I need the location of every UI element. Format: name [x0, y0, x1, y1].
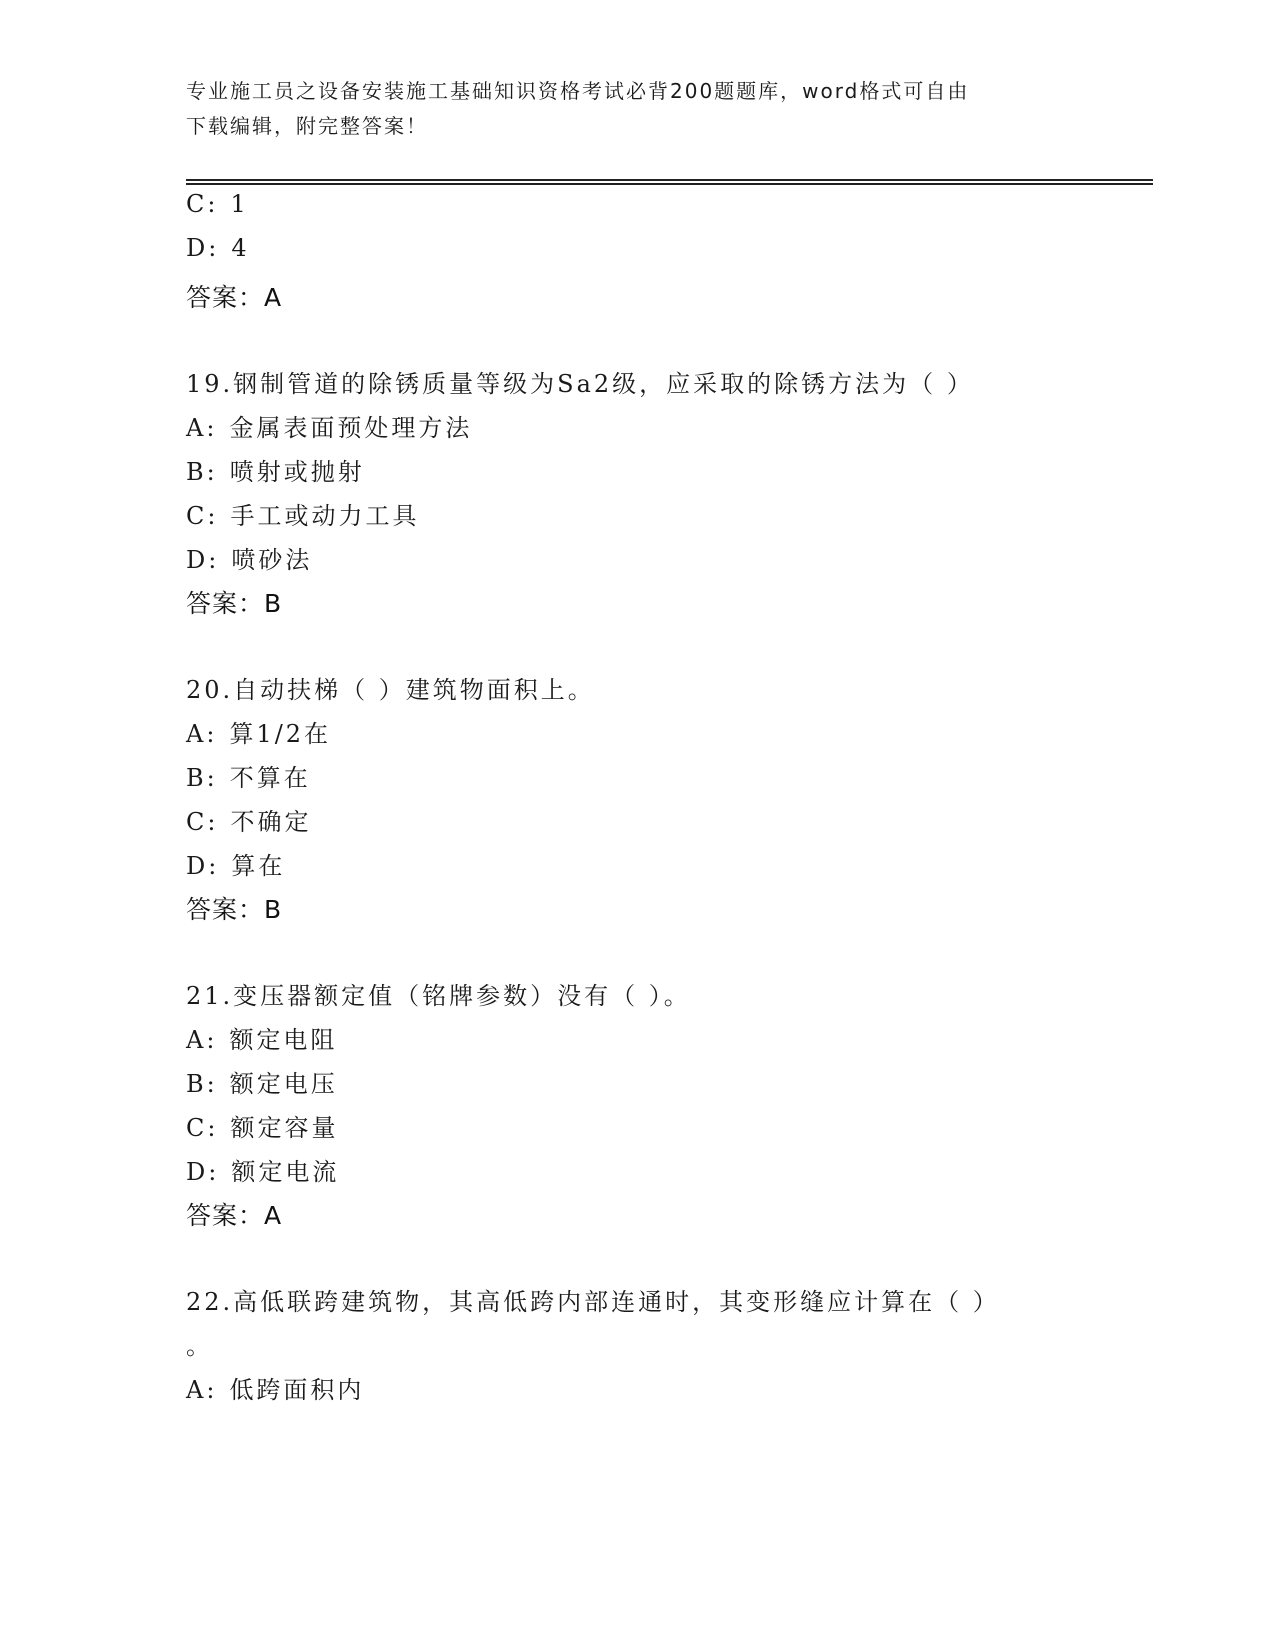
- option-text: 喷砂法: [231, 546, 313, 574]
- option-text: 4: [231, 234, 250, 262]
- option-d: D: 算在: [186, 852, 286, 880]
- question-stem-continuation: 。: [186, 1332, 213, 1360]
- option-text: 低跨面积内: [229, 1376, 365, 1404]
- option-d: D: 喷砂法: [186, 546, 313, 574]
- question-stem: 21.变压器额定值（铭牌参数）没有（ ）。: [186, 982, 691, 1010]
- option-a: A: 金属表面预处理方法: [186, 414, 473, 442]
- option-c: C: 1: [186, 190, 249, 218]
- answer-line: 答案：B: [186, 895, 283, 924]
- answer-line: 答案：A: [186, 283, 283, 312]
- option-text: 算1/2在: [229, 720, 332, 748]
- answer-line: 答案：B: [186, 589, 283, 618]
- option-d: D: 4: [186, 234, 250, 262]
- option-text: 额定电压: [229, 1070, 338, 1098]
- option-text: 额定电流: [231, 1158, 340, 1186]
- option-a: A: 额定电阻: [186, 1026, 338, 1054]
- option-b: B: 喷射或抛射: [186, 458, 365, 486]
- option-b: B: 额定电压: [186, 1070, 338, 1098]
- option-c: C: 不确定: [186, 808, 312, 836]
- header-rule-top: [186, 179, 1153, 181]
- option-d: D: 额定电流: [186, 1158, 340, 1186]
- option-a: A: 算1/2在: [186, 720, 332, 748]
- header-line-1: 专业施工员之设备安装施工基础知识资格考试必背200题题库，word格式可自由: [186, 79, 970, 103]
- document-header: [186, 74, 1086, 144]
- question-stem: 20.自动扶梯（ ）建筑物面积上。: [186, 676, 595, 704]
- option-a: A: 低跨面积内: [186, 1376, 365, 1404]
- option-text: 不算在: [229, 764, 311, 792]
- option-text: 不确定: [230, 808, 312, 836]
- answer-line: 答案：A: [186, 1201, 283, 1230]
- question-stem: 19.钢制管道的除锈质量等级为Sa2级，应采取的除锈方法为（ ）: [186, 370, 974, 398]
- option-text: 算在: [231, 852, 286, 880]
- option-text: 额定容量: [230, 1114, 339, 1142]
- option-text: 金属表面预处理方法: [229, 414, 473, 442]
- option-text: 额定电阻: [229, 1026, 338, 1054]
- question-stem: 22.高低联跨建筑物，其高低跨内部连通时，其变形缝应计算在（ ）: [186, 1288, 1000, 1316]
- option-text: 喷射或抛射: [229, 458, 365, 486]
- header-rule-bottom: [186, 183, 1153, 185]
- option-text: 手工或动力工具: [230, 502, 420, 530]
- header-line-2: 下载编辑，附完整答案！: [186, 114, 428, 138]
- option-c: C: 手工或动力工具: [186, 502, 420, 530]
- option-text: 1: [230, 190, 249, 218]
- option-c: C: 额定容量: [186, 1114, 339, 1142]
- option-b: B: 不算在: [186, 764, 311, 792]
